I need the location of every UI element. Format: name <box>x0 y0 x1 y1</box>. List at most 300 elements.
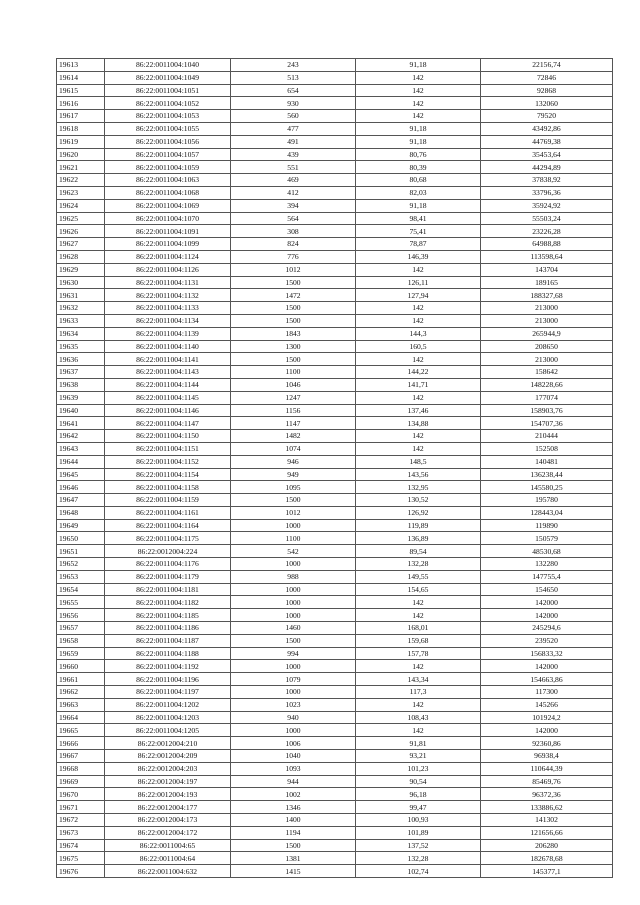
rate-cell: 142 <box>356 596 481 609</box>
amount-cell: 37838,92 <box>481 174 613 187</box>
rate-cell: 127,94 <box>356 289 481 302</box>
amount-cell: 113598,64 <box>481 250 613 263</box>
row-number-cell: 19616 <box>57 97 105 110</box>
row-number-cell: 19638 <box>57 378 105 391</box>
area-cell: 308 <box>231 225 356 238</box>
table-row <box>57 775 613 788</box>
amount-cell: 119890 <box>481 519 613 532</box>
cadastral-number-cell: 86:22:0011004:1124 <box>105 250 231 263</box>
table-row <box>57 839 613 852</box>
cadastral-number-cell: 86:22:0011004:1057 <box>105 148 231 161</box>
row-number-cell: 19656 <box>57 609 105 622</box>
area-cell: 1500 <box>231 353 356 366</box>
row-number-cell: 19619 <box>57 135 105 148</box>
amount-cell: 189165 <box>481 276 613 289</box>
area-cell: 1012 <box>231 263 356 276</box>
area-cell: 1000 <box>231 609 356 622</box>
rate-cell: 142 <box>356 353 481 366</box>
table-row <box>57 570 613 583</box>
amount-cell: 213000 <box>481 302 613 315</box>
rate-cell: 142 <box>356 660 481 673</box>
table-row <box>57 711 613 724</box>
rate-cell: 91,18 <box>356 199 481 212</box>
rate-cell: 142 <box>356 698 481 711</box>
cadastral-number-cell: 86:22:0011004:1179 <box>105 570 231 583</box>
table-row <box>57 455 613 468</box>
amount-cell: 145377,1 <box>481 865 613 878</box>
cadastral-number-cell: 86:22:0011004:1150 <box>105 430 231 443</box>
rate-cell: 91,18 <box>356 122 481 135</box>
cadastral-number-cell: 86:22:0011004:64 <box>105 852 231 865</box>
rate-cell: 80,39 <box>356 161 481 174</box>
cadastral-number-cell: 86:22:0012004:203 <box>105 762 231 775</box>
cadastral-number-cell: 86:22:0011004:1188 <box>105 647 231 660</box>
row-number-cell: 19668 <box>57 762 105 775</box>
cadastral-number-cell: 86:22:0011004:1139 <box>105 327 231 340</box>
table-row <box>57 199 613 212</box>
cadastral-number-cell: 86:22:0011004:1131 <box>105 276 231 289</box>
area-cell: 988 <box>231 570 356 583</box>
rate-cell: 132,28 <box>356 558 481 571</box>
amount-cell: 142000 <box>481 596 613 609</box>
amount-cell: 92360,86 <box>481 737 613 750</box>
row-number-cell: 19661 <box>57 673 105 686</box>
data-table <box>56 58 613 878</box>
area-cell: 1006 <box>231 737 356 750</box>
amount-cell: 33796,36 <box>481 186 613 199</box>
row-number-cell: 19676 <box>57 865 105 878</box>
table-row <box>57 212 613 225</box>
area-cell: 1147 <box>231 417 356 430</box>
area-cell: 1046 <box>231 378 356 391</box>
amount-cell: 147755,4 <box>481 570 613 583</box>
row-number-cell: 19615 <box>57 84 105 97</box>
area-cell: 1040 <box>231 750 356 763</box>
row-number-cell: 19637 <box>57 366 105 379</box>
area-cell: 560 <box>231 110 356 123</box>
table-row <box>57 238 613 251</box>
table-row <box>57 660 613 673</box>
cadastral-number-cell: 86:22:0011004:1141 <box>105 353 231 366</box>
table-row <box>57 609 613 622</box>
table-row <box>57 762 613 775</box>
area-cell: 1012 <box>231 506 356 519</box>
table-row <box>57 814 613 827</box>
table-row <box>57 673 613 686</box>
table-row <box>57 340 613 353</box>
amount-cell: 101924,2 <box>481 711 613 724</box>
table-row <box>57 250 613 263</box>
amount-cell: 55503,24 <box>481 212 613 225</box>
rate-cell: 148,5 <box>356 455 481 468</box>
table-row <box>57 750 613 763</box>
area-cell: 946 <box>231 455 356 468</box>
cadastral-number-cell: 86:22:0012004:209 <box>105 750 231 763</box>
area-cell: 1247 <box>231 391 356 404</box>
table-row <box>57 122 613 135</box>
table-body <box>57 59 613 878</box>
row-number-cell: 19636 <box>57 353 105 366</box>
amount-cell: 150579 <box>481 532 613 545</box>
table-row <box>57 545 613 558</box>
rate-cell: 80,68 <box>356 174 481 187</box>
area-cell: 551 <box>231 161 356 174</box>
area-cell: 1023 <box>231 698 356 711</box>
area-cell: 1500 <box>231 276 356 289</box>
row-number-cell: 19652 <box>57 558 105 571</box>
rate-cell: 91,18 <box>356 59 481 72</box>
row-number-cell: 19626 <box>57 225 105 238</box>
row-number-cell: 19617 <box>57 110 105 123</box>
row-number-cell: 19623 <box>57 186 105 199</box>
table-row <box>57 135 613 148</box>
amount-cell: 121656,66 <box>481 826 613 839</box>
cadastral-number-cell: 86:22:0011004:1134 <box>105 314 231 327</box>
row-number-cell: 19624 <box>57 199 105 212</box>
rate-cell: 142 <box>356 724 481 737</box>
area-cell: 824 <box>231 238 356 251</box>
amount-cell: 154650 <box>481 583 613 596</box>
rate-cell: 91,81 <box>356 737 481 750</box>
cadastral-number-cell: 86:22:0011004:1202 <box>105 698 231 711</box>
amount-cell: 64988,88 <box>481 238 613 251</box>
row-number-cell: 19640 <box>57 404 105 417</box>
table-row <box>57 71 613 84</box>
table-row <box>57 276 613 289</box>
amount-cell: 43492,86 <box>481 122 613 135</box>
area-cell: 1074 <box>231 442 356 455</box>
amount-cell: 239520 <box>481 634 613 647</box>
cadastral-number-cell: 86:22:0011004:1143 <box>105 366 231 379</box>
area-cell: 1500 <box>231 494 356 507</box>
row-number-cell: 19670 <box>57 788 105 801</box>
rate-cell: 96,18 <box>356 788 481 801</box>
cadastral-number-cell: 86:22:0011004:1133 <box>105 302 231 315</box>
rate-cell: 98,41 <box>356 212 481 225</box>
amount-cell: 132280 <box>481 558 613 571</box>
row-number-cell: 19641 <box>57 417 105 430</box>
amount-cell: 195780 <box>481 494 613 507</box>
area-cell: 513 <box>231 71 356 84</box>
row-number-cell: 19648 <box>57 506 105 519</box>
area-cell: 477 <box>231 122 356 135</box>
table-row <box>57 148 613 161</box>
table-row <box>57 583 613 596</box>
table-row <box>57 225 613 238</box>
rate-cell: 89,54 <box>356 545 481 558</box>
area-cell: 1500 <box>231 634 356 647</box>
cadastral-number-cell: 86:22:0011004:632 <box>105 865 231 878</box>
table-row <box>57 314 613 327</box>
area-cell: 1000 <box>231 724 356 737</box>
table-row <box>57 378 613 391</box>
area-cell: 1000 <box>231 596 356 609</box>
area-cell: 1482 <box>231 430 356 443</box>
row-number-cell: 19660 <box>57 660 105 673</box>
amount-cell: 154707,36 <box>481 417 613 430</box>
area-cell: 1000 <box>231 583 356 596</box>
row-number-cell: 19675 <box>57 852 105 865</box>
rate-cell: 142 <box>356 263 481 276</box>
area-cell: 1415 <box>231 865 356 878</box>
row-number-cell: 19647 <box>57 494 105 507</box>
cadastral-number-cell: 86:22:0011004:1068 <box>105 186 231 199</box>
rate-cell: 126,92 <box>356 506 481 519</box>
row-number-cell: 19654 <box>57 583 105 596</box>
cadastral-number-cell: 86:22:0011004:1181 <box>105 583 231 596</box>
cadastral-number-cell: 86:22:0011004:1205 <box>105 724 231 737</box>
cadastral-number-cell: 86:22:0011004:1182 <box>105 596 231 609</box>
amount-cell: 152508 <box>481 442 613 455</box>
table-row <box>57 84 613 97</box>
table-row <box>57 327 613 340</box>
table-row <box>57 494 613 507</box>
row-number-cell: 19651 <box>57 545 105 558</box>
rate-cell: 101,89 <box>356 826 481 839</box>
cadastral-number-cell: 86:22:0011004:1151 <box>105 442 231 455</box>
table-row <box>57 622 613 635</box>
cadastral-number-cell: 86:22:0011004:1159 <box>105 494 231 507</box>
area-cell: 1460 <box>231 622 356 635</box>
cadastral-number-cell: 86:22:0011004:65 <box>105 839 231 852</box>
table-row <box>57 826 613 839</box>
rate-cell: 143,34 <box>356 673 481 686</box>
cadastral-number-cell: 86:22:0011004:1132 <box>105 289 231 302</box>
cadastral-number-cell: 86:22:0011004:1158 <box>105 481 231 494</box>
area-cell: 1300 <box>231 340 356 353</box>
row-number-cell: 19634 <box>57 327 105 340</box>
row-number-cell: 19655 <box>57 596 105 609</box>
row-number-cell: 19631 <box>57 289 105 302</box>
row-number-cell: 19632 <box>57 302 105 315</box>
area-cell: 776 <box>231 250 356 263</box>
amount-cell: 142000 <box>481 609 613 622</box>
amount-cell: 136238,44 <box>481 468 613 481</box>
amount-cell: 96938,4 <box>481 750 613 763</box>
area-cell: 1095 <box>231 481 356 494</box>
area-cell: 412 <box>231 186 356 199</box>
cadastral-number-cell: 86:22:0011004:1059 <box>105 161 231 174</box>
row-number-cell: 19650 <box>57 532 105 545</box>
cadastral-number-cell: 86:22:0011004:1052 <box>105 97 231 110</box>
area-cell: 944 <box>231 775 356 788</box>
amount-cell: 140481 <box>481 455 613 468</box>
table-row <box>57 263 613 276</box>
amount-cell: 48530,68 <box>481 545 613 558</box>
table-row <box>57 366 613 379</box>
row-number-cell: 19653 <box>57 570 105 583</box>
rate-cell: 141,71 <box>356 378 481 391</box>
rate-cell: 101,23 <box>356 762 481 775</box>
row-number-cell: 19663 <box>57 698 105 711</box>
amount-cell: 182678,68 <box>481 852 613 865</box>
table-row <box>57 289 613 302</box>
table-row <box>57 596 613 609</box>
area-cell: 1400 <box>231 814 356 827</box>
area-cell: 1000 <box>231 519 356 532</box>
row-number-cell: 19657 <box>57 622 105 635</box>
table-row <box>57 417 613 430</box>
cadastral-number-cell: 86:22:0011004:1197 <box>105 686 231 699</box>
area-cell: 994 <box>231 647 356 660</box>
area-cell: 1093 <box>231 762 356 775</box>
table-row <box>57 519 613 532</box>
row-number-cell: 19633 <box>57 314 105 327</box>
rate-cell: 149,55 <box>356 570 481 583</box>
cadastral-number-cell: 86:22:0012004:172 <box>105 826 231 839</box>
row-number-cell: 19643 <box>57 442 105 455</box>
amount-cell: 79520 <box>481 110 613 123</box>
amount-cell: 213000 <box>481 353 613 366</box>
rate-cell: 168,01 <box>356 622 481 635</box>
area-cell: 439 <box>231 148 356 161</box>
row-number-cell: 19662 <box>57 686 105 699</box>
rate-cell: 142 <box>356 314 481 327</box>
rate-cell: 137,46 <box>356 404 481 417</box>
row-number-cell: 19625 <box>57 212 105 225</box>
row-number-cell: 19629 <box>57 263 105 276</box>
rate-cell: 142 <box>356 391 481 404</box>
area-cell: 564 <box>231 212 356 225</box>
cadastral-number-cell: 86:22:0011004:1152 <box>105 455 231 468</box>
table-row <box>57 404 613 417</box>
amount-cell: 44769,38 <box>481 135 613 148</box>
area-cell: 1381 <box>231 852 356 865</box>
row-number-cell: 19646 <box>57 481 105 494</box>
rate-cell: 159,68 <box>356 634 481 647</box>
row-number-cell: 19673 <box>57 826 105 839</box>
table-row <box>57 353 613 366</box>
rate-cell: 90,54 <box>356 775 481 788</box>
table-row <box>57 558 613 571</box>
area-cell: 243 <box>231 59 356 72</box>
amount-cell: 158642 <box>481 366 613 379</box>
cadastral-number-cell: 86:22:0011004:1186 <box>105 622 231 635</box>
area-cell: 1500 <box>231 839 356 852</box>
area-cell: 1156 <box>231 404 356 417</box>
row-number-cell: 19649 <box>57 519 105 532</box>
row-number-cell: 19664 <box>57 711 105 724</box>
table-row <box>57 97 613 110</box>
rate-cell: 126,11 <box>356 276 481 289</box>
area-cell: 491 <box>231 135 356 148</box>
rate-cell: 142 <box>356 71 481 84</box>
rate-cell: 146,39 <box>356 250 481 263</box>
cadastral-number-cell: 86:22:0012004:224 <box>105 545 231 558</box>
table-row <box>57 532 613 545</box>
document-page <box>56 58 587 878</box>
table-row <box>57 391 613 404</box>
table-row <box>57 481 613 494</box>
table-row <box>57 852 613 865</box>
cadastral-number-cell: 86:22:0011004:1051 <box>105 84 231 97</box>
area-cell: 1500 <box>231 314 356 327</box>
amount-cell: 145266 <box>481 698 613 711</box>
amount-cell: 117300 <box>481 686 613 699</box>
row-number-cell: 19613 <box>57 59 105 72</box>
area-cell: 1500 <box>231 302 356 315</box>
cadastral-number-cell: 86:22:0011004:1147 <box>105 417 231 430</box>
cadastral-number-cell: 86:22:0011004:1091 <box>105 225 231 238</box>
amount-cell: 158903,76 <box>481 404 613 417</box>
table-row <box>57 647 613 660</box>
row-number-cell: 19639 <box>57 391 105 404</box>
amount-cell: 128443,04 <box>481 506 613 519</box>
area-cell: 542 <box>231 545 356 558</box>
rate-cell: 160,5 <box>356 340 481 353</box>
amount-cell: 142000 <box>481 660 613 673</box>
area-cell: 1843 <box>231 327 356 340</box>
cadastral-number-cell: 86:22:0011004:1196 <box>105 673 231 686</box>
table-row <box>57 737 613 750</box>
rate-cell: 117,3 <box>356 686 481 699</box>
cadastral-number-cell: 86:22:0011004:1164 <box>105 519 231 532</box>
cadastral-number-cell: 86:22:0011004:1049 <box>105 71 231 84</box>
table-row <box>57 788 613 801</box>
rate-cell: 91,18 <box>356 135 481 148</box>
rate-cell: 136,89 <box>356 532 481 545</box>
rate-cell: 157,78 <box>356 647 481 660</box>
area-cell: 1000 <box>231 660 356 673</box>
table-row <box>57 174 613 187</box>
rate-cell: 108,43 <box>356 711 481 724</box>
amount-cell: 142000 <box>481 724 613 737</box>
cadastral-number-cell: 86:22:0011004:1144 <box>105 378 231 391</box>
row-number-cell: 19627 <box>57 238 105 251</box>
area-cell: 1100 <box>231 532 356 545</box>
rate-cell: 142 <box>356 302 481 315</box>
amount-cell: 213000 <box>481 314 613 327</box>
table-row <box>57 186 613 199</box>
amount-cell: 156833,32 <box>481 647 613 660</box>
cadastral-number-cell: 86:22:0011004:1154 <box>105 468 231 481</box>
amount-cell: 133886,62 <box>481 801 613 814</box>
cadastral-number-cell: 86:22:0012004:177 <box>105 801 231 814</box>
area-cell: 1472 <box>231 289 356 302</box>
cadastral-number-cell: 86:22:0011004:1145 <box>105 391 231 404</box>
rate-cell: 100,93 <box>356 814 481 827</box>
cadastral-number-cell: 86:22:0011004:1055 <box>105 122 231 135</box>
table-row <box>57 442 613 455</box>
amount-cell: 245294,6 <box>481 622 613 635</box>
table-row <box>57 59 613 72</box>
rate-cell: 137,52 <box>356 839 481 852</box>
cadastral-number-cell: 86:22:0011004:1040 <box>105 59 231 72</box>
area-cell: 930 <box>231 97 356 110</box>
amount-cell: 35453,64 <box>481 148 613 161</box>
area-cell: 1002 <box>231 788 356 801</box>
cadastral-number-cell: 86:22:0011004:1185 <box>105 609 231 622</box>
amount-cell: 72846 <box>481 71 613 84</box>
rate-cell: 154,65 <box>356 583 481 596</box>
cadastral-number-cell: 86:22:0011004:1053 <box>105 110 231 123</box>
amount-cell: 92868 <box>481 84 613 97</box>
row-number-cell: 19671 <box>57 801 105 814</box>
rate-cell: 144,3 <box>356 327 481 340</box>
rate-cell: 93,21 <box>356 750 481 763</box>
cadastral-number-cell: 86:22:0011004:1063 <box>105 174 231 187</box>
cadastral-number-cell: 86:22:0011004:1176 <box>105 558 231 571</box>
table-row <box>57 801 613 814</box>
table-row <box>57 724 613 737</box>
table-row <box>57 161 613 174</box>
table-row <box>57 686 613 699</box>
table-row <box>57 634 613 647</box>
table-row <box>57 698 613 711</box>
cadastral-number-cell: 86:22:0011004:1146 <box>105 404 231 417</box>
rate-cell: 142 <box>356 84 481 97</box>
rate-cell: 134,88 <box>356 417 481 430</box>
